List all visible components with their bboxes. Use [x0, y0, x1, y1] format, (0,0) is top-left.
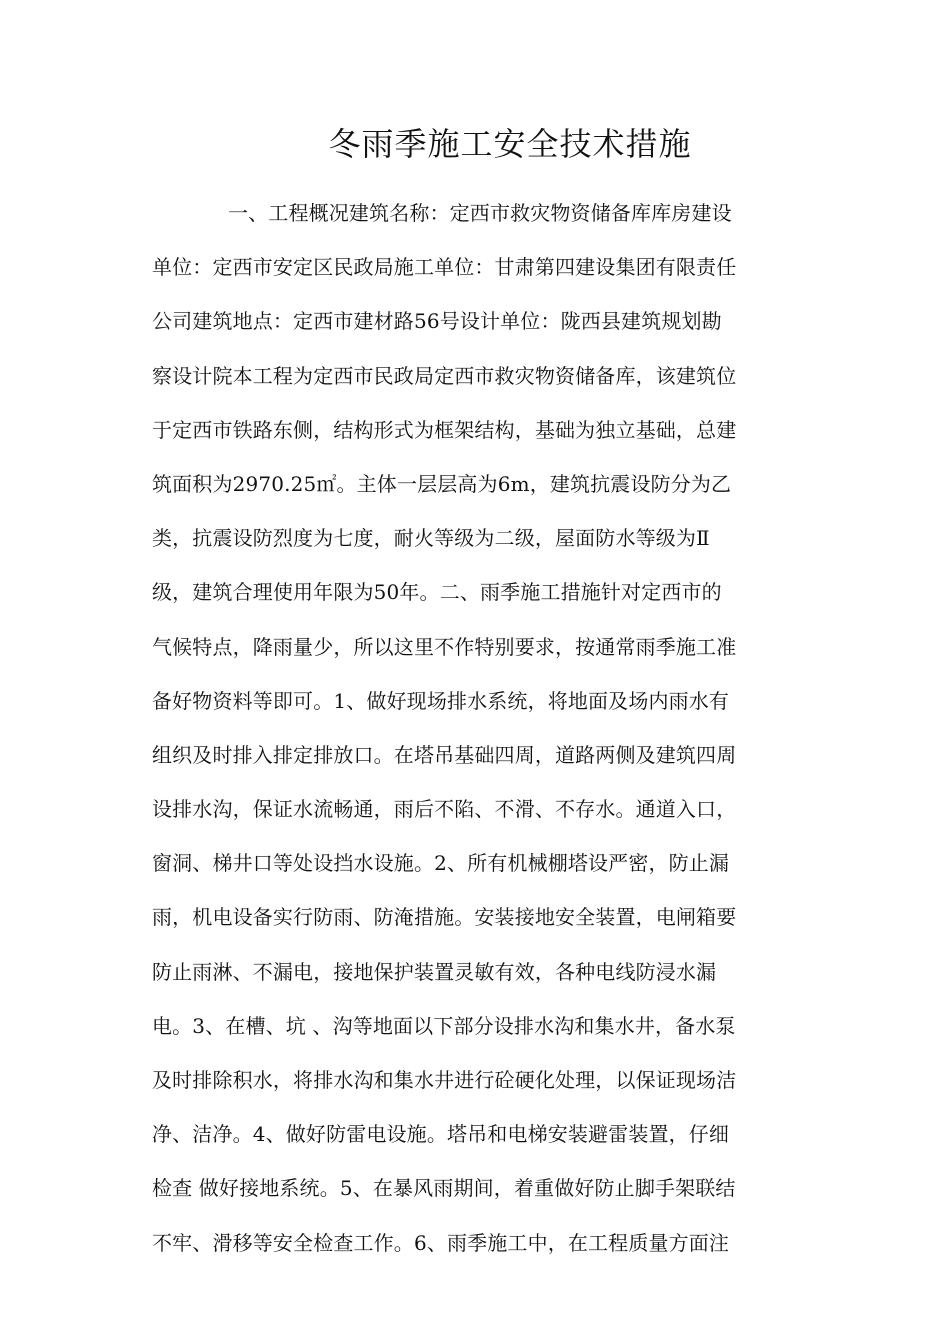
- body-line: 级，建筑合理使用年限为50年。二、雨季施工措施针对定西市的: [152, 580, 722, 605]
- body-line: 组织及时排入排定排放口。在塔吊基础四周，道路两侧及建筑四周: [152, 742, 737, 767]
- body-line: 类，抗震设防烈度为七度，耐火等级为二级，屋面防水等级为Ⅱ: [152, 526, 710, 551]
- body-line: 雨，机电设备实行防雨、防淹措施。安装接地安全装置，电闸箱要: [152, 905, 737, 930]
- body-line: 察设计院本工程为定西市民政局定西市救灾物资储备库，该建筑位: [152, 363, 737, 388]
- body-line: 电。3、在槽、坑 、沟等地面以下部分设排水沟和集水井，备水泵: [152, 1013, 736, 1038]
- body-line: 设排水沟，保证水流畅通，雨后不陷、不滑、不存水。通道入口，: [152, 797, 737, 822]
- body-line: 公司建筑地点：定西市建材路56号设计单位：陇西县建筑规划勘: [152, 309, 722, 334]
- body-line: 及时排除积水，将排水沟和集水井进行砼硬化处理，以保证现场洁: [152, 1068, 737, 1092]
- document-title: 冬雨季施工安全技术措施: [328, 125, 692, 163]
- body-line: 防止雨淋、不漏电，接地保护装置灵敏有效，各种电线防浸水漏: [152, 959, 717, 984]
- body-line: 筑面积为2970.25㎡。主体一层层高为6m，建筑抗震设防分为乙: [152, 471, 732, 496]
- body-line: 备好物资料等即可。1、做好现场排水系统，将地面及场内雨水有: [152, 688, 730, 713]
- body-line: 于定西市铁路东侧，结构形式为框架结构，基础为独立基础，总建: [152, 417, 737, 442]
- body-line: 不牢、滑移等安全检查工作。6、雨季施工中，在工程质量方面注: [152, 1230, 730, 1255]
- body-line: 气候特点，降雨量少，所以这里不作特别要求，按通常雨季施工准: [152, 634, 737, 659]
- body-line: 一、工程概况建筑名称：定西市救灾物资储备库库房建设: [228, 201, 732, 225]
- body-line: 窗洞、梯井口等处设挡水设施。2、所有机械棚塔设严密，防止漏: [152, 851, 730, 876]
- body-line: 单位：定西市安定区民政局施工单位：甘肃第四建设集团有限责任: [152, 255, 737, 280]
- document-body: [152, 193, 812, 1277]
- body-line: 检查 做好接地系统。5、在暴风雨期间，着重做好防止脚手架联结: [152, 1176, 736, 1201]
- body-line: 净、洁净。4、做好防雷电设施。塔吊和电梯安装避雷装置，仔细: [152, 1122, 730, 1147]
